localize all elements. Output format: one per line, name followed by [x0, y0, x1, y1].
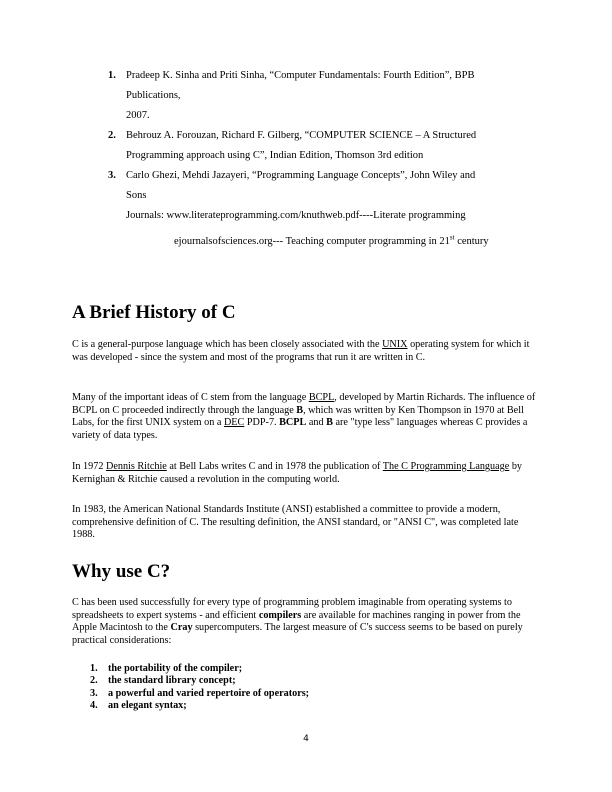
reference-line: Behrouz A. Forouzan, Richard F. Gilberg, “COMPUTER SCIENCE – A Structured: [126, 130, 477, 141]
journals-line: Journals: www.literateprogramming.com/knuthweb.pdf----Literate programming: [126, 210, 466, 221]
reference-line: Sons: [126, 190, 147, 201]
list-item: [72, 675, 309, 687]
list-item: [72, 663, 309, 675]
list-number: 2.: [90, 675, 98, 687]
reference-line: Programming approach using C”, Indian Edition, Thomson 3rd edition: [126, 150, 424, 161]
text-run: and: [306, 417, 327, 429]
list-number: 3.: [90, 687, 98, 699]
bold-text: B: [326, 417, 333, 429]
list-number: 4.: [90, 700, 98, 712]
why-c-paragraph: [72, 597, 542, 647]
text-run: C is a general-purpose language which has been closely associated with the: [72, 339, 383, 350]
list-item: [72, 688, 309, 700]
text-run: Many of the important ideas of C stem from the language: [72, 392, 309, 403]
reference-item: [96, 126, 536, 166]
list-text: a powerful and varied repertoire of operators;: [108, 687, 310, 699]
text-run: , developed by Martin Richards. The influence of BCPL on C proceeded indirectly through the language: [72, 392, 536, 416]
unix-link[interactable]: UNIX: [382, 339, 408, 350]
bold-text: BCPL: [279, 417, 307, 429]
reference-number: 3.: [108, 170, 116, 181]
reference-line: Carlo Ghezi, Mehdi Jazayeri, “Programming Language Concepts”, John Wiley and: [126, 170, 476, 181]
text-run: operating system for which it was developed - since the system and most of the programs that run it are written in C.: [72, 339, 530, 363]
why-c-heading: Why use C?: [72, 561, 171, 582]
history-paragraph-4: In 1983, the American National Standards Institute (ANSI) established a committee to provide a modern, comprehensive definition of C. The resulting definition, the ANSI standard, or "ANSI C", was completed late 1988.: [72, 504, 519, 541]
reference-line: 2007.: [126, 110, 150, 121]
text-run: at Bell Labs writes C and in 1978 the publication of: [166, 461, 383, 472]
text-run: , which was written by Ken Thompson in 1970 at Bell Labs, for the first UNIX system on a: [72, 404, 524, 429]
bold-text: Cray: [170, 622, 193, 634]
reference-number: 2.: [108, 130, 116, 141]
page-number: 4: [303, 734, 309, 744]
reference-number: 1.: [108, 70, 116, 81]
text-run: are "type less" languages whereas C provides a variety of data types.: [72, 417, 528, 441]
list-number: 1.: [90, 663, 98, 674]
reference-line: Pradeep K. Sinha and Priti Sinha, “Computer Fundamentals: Fourth Edition”, BPB: [126, 70, 475, 81]
superscript: st: [449, 233, 455, 242]
reference-line: Publications,: [126, 90, 181, 101]
history-heading: A Brief History of C: [72, 302, 236, 323]
journals-text: century: [454, 236, 489, 247]
journals-text: ejournalsofsciences.org--- Teaching computer programming in 21: [174, 236, 450, 247]
bold-text: compilers: [258, 609, 302, 621]
text-run: by Kernighan & Ritchie caused a revolution in the computing world.: [72, 461, 522, 485]
history-paragraph-1: [72, 339, 542, 364]
reference-item: [96, 66, 536, 126]
reasons-list: [72, 663, 309, 713]
references-list: [96, 66, 536, 252]
list-item: [72, 700, 309, 712]
list-text: the standard library concept;: [108, 675, 236, 687]
bold-text: B: [296, 404, 304, 416]
dec-link[interactable]: DEC: [223, 417, 245, 429]
bcpl-link[interactable]: BCPL: [308, 392, 335, 403]
text-run: are available for machines ranging in power from the Apple Macintosh to the: [72, 609, 521, 634]
text-run: PDP-7.: [244, 417, 280, 429]
history-paragraph-3: [72, 461, 542, 486]
list-text: the portability of the compiler;: [108, 663, 243, 674]
c-programming-language-link[interactable]: The C Programming Language: [382, 461, 510, 472]
history-paragraph-2: [72, 392, 542, 442]
text-run: supercomputers. The largest measure of C's success seems to be based on purely practical considerations:: [72, 622, 523, 646]
journals-line-2: [96, 232, 536, 252]
text-run: In 1972: [72, 461, 106, 472]
text-run: C has been used successfully for every type of programming problem imaginable from operating systems to spreadsheets to expert systems - and efficient: [72, 597, 512, 621]
dennis-ritchie-link[interactable]: Dennis Ritchie: [105, 461, 167, 472]
reference-item: [96, 166, 536, 206]
list-text: an elegant syntax;: [108, 700, 187, 712]
